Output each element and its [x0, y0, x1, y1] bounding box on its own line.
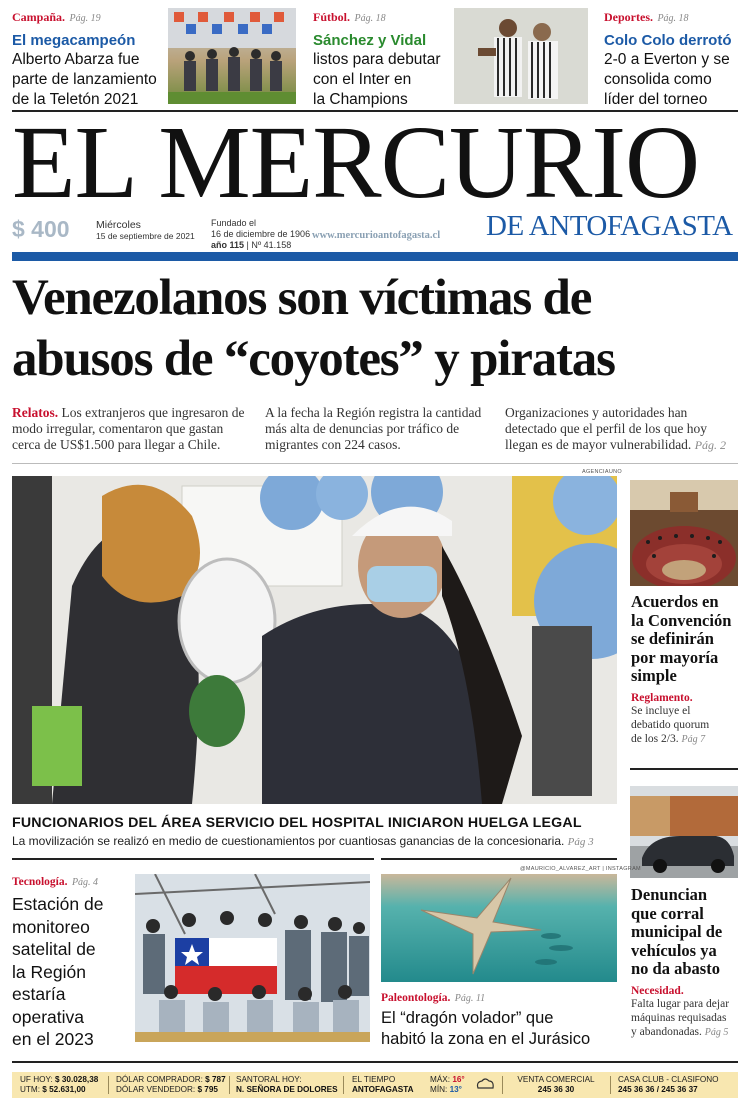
convencion-text-line: de los 2/3.: [631, 732, 679, 745]
teaser-deportes[interactable]: [604, 8, 744, 110]
venta-value: 245 36 30: [537, 1085, 575, 1094]
section-label: Reglamento.: [631, 691, 693, 704]
page-ref: Pág 3: [567, 836, 594, 848]
temperatures: [430, 1075, 465, 1095]
min-value: 13°: [449, 1085, 462, 1094]
page-ref: Pág. 2: [694, 438, 727, 452]
teaser-headline-line: Alberto Abarza fue: [12, 51, 140, 68]
corral-story[interactable]: [631, 886, 743, 1040]
tecnologia-headline: [12, 893, 132, 1051]
col2-text: A la fecha la Región registra la cantidad más alta de denuncias por tráfico de migrantes con 224 casos.: [265, 405, 482, 452]
bar-separator: [343, 1076, 344, 1094]
dolar-vendedor-value: $ 795: [197, 1085, 218, 1094]
teaser-section: Campaña.: [12, 10, 66, 24]
tiempo: [352, 1075, 414, 1095]
min-label: MÍN:: [430, 1085, 448, 1094]
convencion-headline-line: se definirán: [631, 629, 714, 648]
date: 15 de septiembre de 2021: [96, 231, 195, 241]
max-label: MÁX:: [430, 1075, 451, 1084]
casa-club: [618, 1075, 719, 1095]
teaser-futbol[interactable]: [313, 8, 453, 110]
main-story-col1: [12, 405, 252, 453]
lower-divider-right: [381, 858, 617, 860]
teaser-headline-line: líder del torneo: [604, 91, 708, 108]
convencion-text-line: debatido quorum: [631, 718, 710, 731]
page-ref: Pág 7: [681, 733, 706, 745]
main-story-col2: [265, 405, 495, 453]
indicators-bar: [12, 1072, 738, 1098]
santoral-label: SANTORAL HOY:: [236, 1075, 302, 1084]
teaser-section: Fútbol.: [313, 10, 351, 24]
tecnologia-headline-line: monitoreo: [12, 916, 90, 937]
masthead-blue-bar: [12, 252, 738, 261]
utm-value: $ 52.631,00: [42, 1085, 86, 1094]
weekday: Miércoles: [96, 219, 141, 231]
tecnologia-headline-line: en el 2023: [12, 1029, 94, 1049]
page-ref: Pág. 11: [454, 993, 486, 1004]
teaser-strip: [0, 0, 750, 112]
page-ref: Pág. 4: [71, 877, 99, 888]
bar-separator: [108, 1076, 109, 1094]
corral-headline-line: que corral: [631, 903, 704, 923]
main-headline[interactable]: [12, 268, 738, 390]
teaser-subhead: El megacampeón: [12, 32, 136, 49]
corral-text-line: Falta lugar para dejar: [631, 997, 730, 1010]
uf-label: UF HOY:: [20, 1075, 53, 1084]
corral-headline-line: vehículos ya: [631, 940, 717, 960]
section-label: Paleontología.: [381, 992, 451, 1004]
utm-label: UTM:: [20, 1085, 41, 1094]
teaser-headline-line: la Champions: [313, 91, 408, 108]
santoral: [236, 1075, 338, 1095]
convencion-illustration: [630, 480, 738, 586]
page-ref: Pág. 19: [69, 13, 101, 24]
teaser-headline-line: consolida como: [604, 71, 712, 88]
photo-credit: @MAURICIO_ALVAREZ_ART | INSTAGRAM: [520, 866, 641, 872]
pterosaur-illustration-photo: [381, 874, 617, 982]
tecnologia-headline-line: Estación de: [12, 894, 104, 914]
teaser-section: Deportes.: [604, 10, 653, 24]
main-headline-line: abusos de “coyotes” y piratas: [12, 331, 615, 387]
corral-headline-line: municipal de: [631, 922, 723, 941]
teaser-headline-line: de la Teletón 2021: [12, 91, 139, 108]
issue-year: año 115: [211, 240, 245, 250]
paleo-headline-line: El “dragón volador” que: [381, 1009, 554, 1027]
tecnologia-headline-line: satelital de: [12, 939, 96, 959]
pterosaur-illustration: [381, 874, 617, 982]
corral-photo: [630, 786, 738, 878]
tiempo-value: ANTOFAGASTA: [352, 1085, 414, 1094]
edition-date: [96, 219, 195, 241]
convencion-headline-line: Acuerdos en: [631, 592, 719, 611]
max-value: 16°: [452, 1075, 465, 1084]
issue-number: | Nº 41.158: [246, 240, 292, 250]
section-label: Necesidad.: [631, 984, 684, 997]
founded-date: 16 de diciembre de 1906: [211, 229, 311, 239]
tecnologia-headline-line: operativa: [12, 1006, 84, 1027]
inter-players-illustration: [454, 8, 588, 104]
venta-label: VENTA COMERCIAL: [517, 1075, 595, 1084]
website-link[interactable]: www.mercurioantofagasta.cl: [312, 230, 441, 241]
teaser-headline-line: 2-0 a Everton y se: [604, 51, 730, 68]
hospital-strike-photo: [12, 476, 617, 804]
main-headline-line: Venezolanos son víctimas de: [12, 270, 592, 326]
partly-cloudy-icon: [472, 1076, 496, 1095]
sidebar-divider: [630, 768, 738, 770]
page-ref: Pág. 18: [354, 13, 386, 24]
hospital-strike-illustration: [12, 476, 617, 804]
footer-divider: [12, 1061, 738, 1063]
section-label: Relatos.: [12, 405, 59, 420]
casa-label: CASA CLUB - CLASIFONO: [618, 1075, 719, 1084]
price: $ 400: [12, 216, 70, 242]
convencion-headline-line: simple: [631, 666, 677, 685]
bar-separator: [502, 1076, 503, 1094]
dolar: [116, 1075, 226, 1095]
page-ref: Pág 5: [704, 1026, 729, 1038]
convencion-story[interactable]: [631, 593, 741, 747]
teaser-subhead: Colo Colo derrotó: [604, 32, 732, 49]
col1-text: Los extranjeros que ingresaron de modo irregular, comentaron que gastan cerca de US$1.500 para llegar a Chile.: [12, 405, 245, 452]
dolar-vendedor-label: DÓLAR VENDEDOR:: [116, 1085, 196, 1094]
corral-illustration: [630, 786, 738, 878]
venta-comercial: [510, 1075, 602, 1095]
photo-credit: AGENCIAUNO: [582, 469, 622, 475]
hospital-summary: [12, 834, 617, 848]
bar-separator: [229, 1076, 230, 1094]
tecnologia-headline-line: estaría: [12, 984, 66, 1004]
masthead-title: EL MERCURIO: [12, 105, 700, 220]
dolar-comprador-value: $ 787: [205, 1075, 226, 1084]
page-ref: Pág. 18: [657, 13, 689, 24]
tecnologia-headline-line: la Región: [12, 961, 86, 982]
col3-text: Organizaciones y autoridades han detectado que el perfil de los que hoy llegan es de mayor vulnerabilidad.: [505, 405, 708, 452]
uf-value: $ 30.028,38: [55, 1075, 99, 1084]
inter-players-photo: [454, 8, 588, 104]
tecnologia-story[interactable]: [12, 872, 132, 1051]
convencion-text-line: Se incluye el: [631, 704, 691, 717]
corral-headline-line: no da abasto: [631, 959, 720, 978]
section-divider: [12, 463, 738, 464]
santoral-value: N. SEÑORA DE DOLORES: [236, 1085, 338, 1094]
paleo-story[interactable]: [381, 988, 621, 1050]
teaser-headline-line: listos para debutar: [313, 51, 441, 68]
lower-divider-left: [12, 858, 374, 860]
bar-separator: [610, 1076, 611, 1094]
dolar-comprador-label: DÓLAR COMPRADOR:: [116, 1075, 203, 1084]
corral-text-line: máquinas requisadas: [631, 1011, 727, 1024]
teaser-subhead: Sánchez y Vidal: [313, 32, 427, 49]
convencion-headline-line: por mayoría: [631, 647, 719, 667]
teleton-photo-illustration: [168, 8, 296, 104]
convencion-photo: [630, 480, 738, 586]
convencion-headline-line: la Convención: [631, 610, 732, 630]
teaser-campana[interactable]: [12, 8, 167, 110]
tiempo-label: EL TIEMPO: [352, 1075, 396, 1084]
satellite-team-photo: [135, 874, 370, 1042]
casa-value: 245 36 36 / 245 36 37: [618, 1085, 698, 1094]
hospital-text: La movilización se realizó en medio de cuestionamientos por cuantiosas ganancias de la concesionaria.: [12, 834, 565, 848]
satellite-team-illustration: [135, 874, 370, 1042]
founded-label: Fundado el: [211, 218, 257, 228]
paleo-headline: [381, 1008, 621, 1050]
teaser-headline-line: con el Inter en: [313, 71, 412, 88]
founding-info: [211, 218, 310, 251]
paleo-headline-line: habitó la zona en el Jurásico: [381, 1030, 591, 1048]
corral-headline-line: Denuncian: [631, 885, 708, 904]
hospital-headline[interactable]: FUNCIONARIOS DEL ÁREA SERVICIO DEL HOSPITAL INICIARON HUELGA LEGAL: [12, 815, 582, 831]
teaser-headline-line: parte de lanzamiento: [12, 71, 157, 88]
uf-utm: [20, 1075, 98, 1095]
main-story-col3: [505, 405, 740, 453]
section-label: Tecnología.: [12, 876, 68, 888]
teleton-photo: [168, 8, 296, 104]
corral-text-line: y abandonadas.: [631, 1025, 702, 1038]
masthead-subtitle: DE ANTOFAGASTA: [486, 210, 733, 242]
